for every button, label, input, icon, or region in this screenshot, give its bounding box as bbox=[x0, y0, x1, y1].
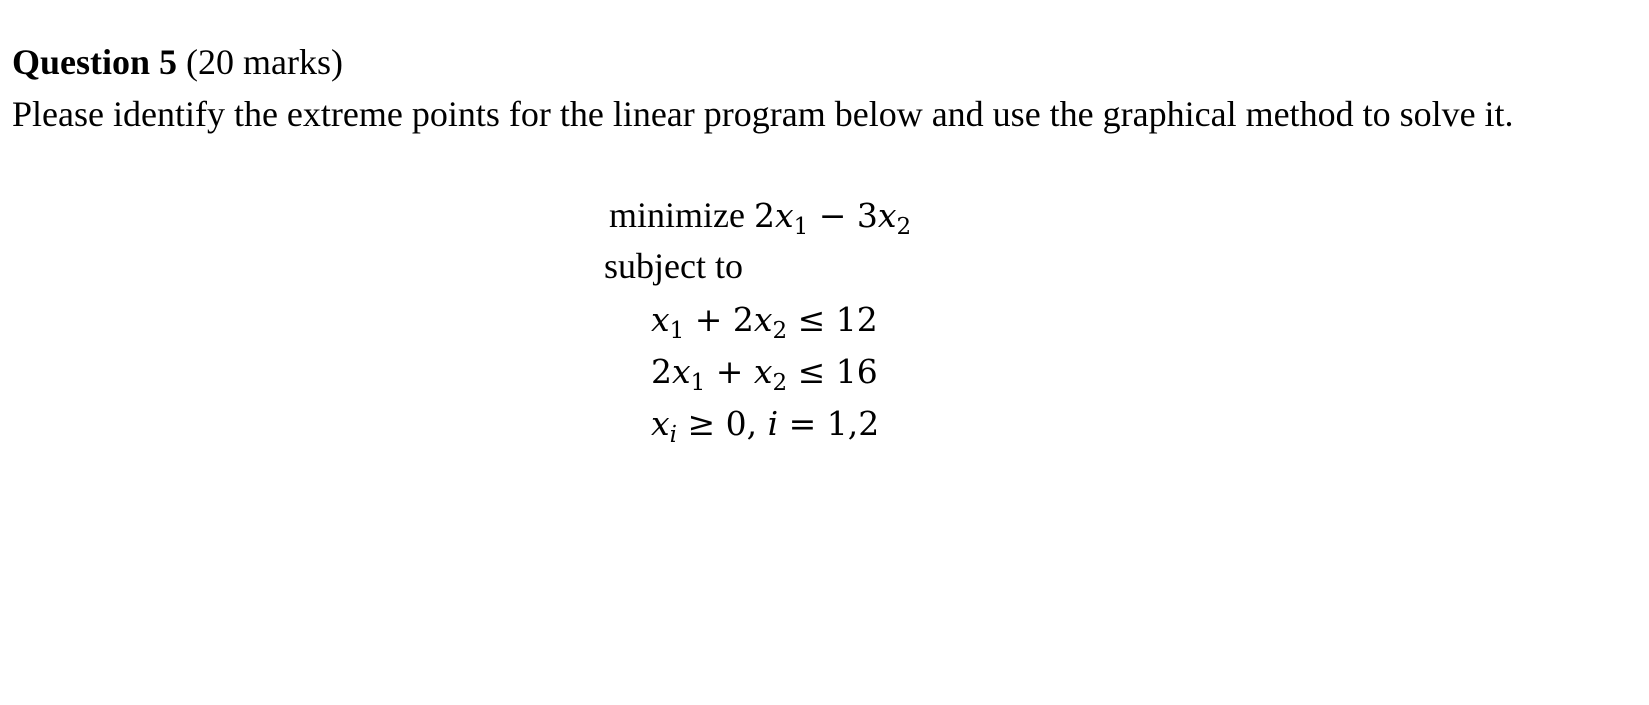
objective-coef-1: 2 bbox=[753, 196, 775, 235]
objective-expression bbox=[753, 196, 912, 240]
constraint-3-range: = 1,2 bbox=[778, 404, 880, 443]
constraint-2-var-2: x bbox=[753, 352, 773, 391]
constraint-1-relation: ≤ 12 bbox=[787, 300, 878, 339]
question-marks: (20 marks) bbox=[177, 42, 343, 82]
constraint-2-middle: + bbox=[705, 352, 754, 391]
constraint-3-sub: i bbox=[669, 422, 677, 448]
constraint-2-coef-1: 2 bbox=[651, 352, 672, 391]
constraint-3-expression bbox=[651, 404, 880, 448]
constraint-3-index: i bbox=[767, 404, 779, 443]
constraint-1-middle: + 2 bbox=[684, 300, 754, 339]
objective-var-1: x bbox=[774, 196, 794, 235]
constraint-1-sub-2: 2 bbox=[772, 318, 788, 344]
constraint-2-var-1: x bbox=[672, 352, 691, 391]
question-heading bbox=[12, 38, 343, 86]
constraint-2-expression bbox=[651, 352, 878, 396]
constraint-2-relation: ≤ 16 bbox=[787, 352, 878, 391]
constraint-1-sub-1: 1 bbox=[669, 318, 685, 344]
objective-label: minimize bbox=[609, 195, 754, 235]
constraint-2-sub-1: 1 bbox=[690, 370, 706, 396]
constraint-3-var: x bbox=[651, 404, 670, 443]
constraint-1 bbox=[651, 295, 878, 344]
constraint-3 bbox=[651, 399, 879, 448]
question-title: Question 5 bbox=[12, 42, 178, 82]
constraint-2-sub-2: 2 bbox=[772, 370, 788, 396]
subject-to-label: subject to bbox=[604, 246, 743, 286]
constraint-1-var-2: x bbox=[753, 300, 773, 339]
objective-line bbox=[609, 191, 911, 240]
constraint-2 bbox=[651, 347, 878, 396]
objective-var-2: x bbox=[877, 196, 897, 235]
objective-sub-1: 1 bbox=[793, 214, 809, 240]
constraint-1-expression bbox=[651, 300, 878, 344]
question-prompt: Please identify the extreme points for the linear program below and use the graphical method to solve it. bbox=[12, 94, 1514, 134]
objective-operator: − 3 bbox=[808, 196, 878, 235]
objective-sub-2: 2 bbox=[896, 214, 912, 240]
constraint-1-var-1: x bbox=[651, 300, 670, 339]
constraint-3-relation: ≥ 0, bbox=[676, 404, 768, 443]
